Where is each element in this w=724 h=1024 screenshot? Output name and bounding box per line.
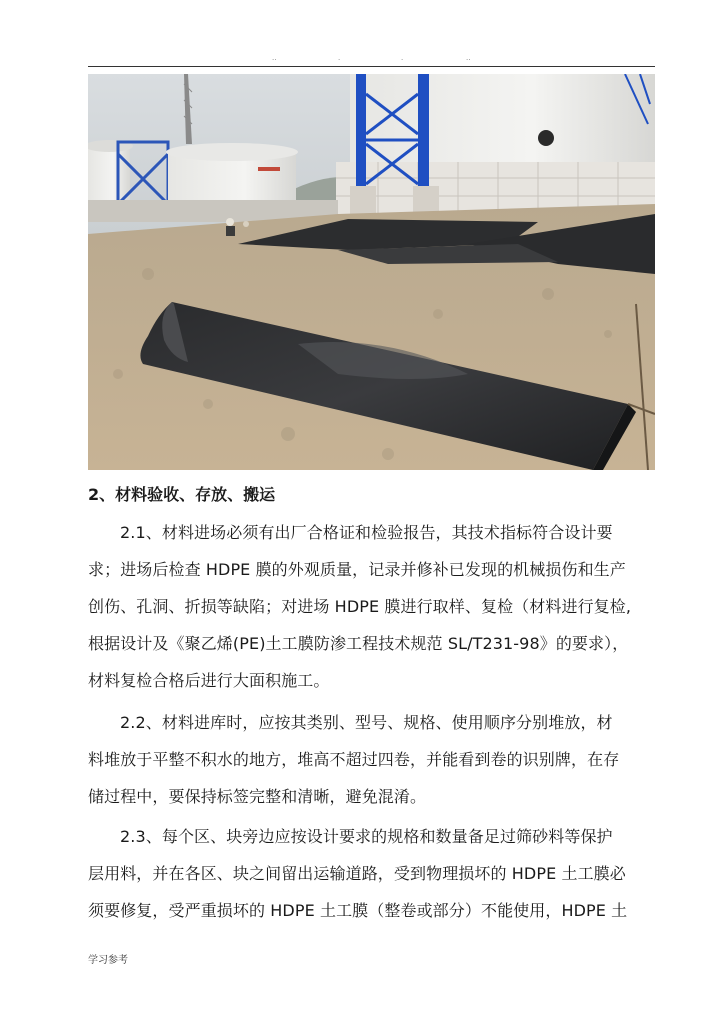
paragraph-line: 层用料，并在各区、块之间留出运输道路，受到物理损坏的 HDPE 土工膜必 [88,864,626,883]
page-footer: 学习参考 [88,955,128,966]
paragraph-line: 储过程中，要保持标签完整和清晰，避免混淆。 [88,787,427,806]
header-mark: .. [272,54,277,62]
construction-photo [88,74,655,470]
section-heading: 2、材料验收、存放、搬运 [88,485,276,504]
paragraph-line: 2.3、每个区、块旁边应按设计要求的规格和数量备足过筛砂料等保护 [120,827,613,846]
paragraph-2-1 [88,514,660,699]
paragraph-2-3 [88,818,660,929]
header-mark: . [401,54,404,62]
header-mark: . [338,54,341,62]
paragraph-line: 材料复检合格后进行大面积施工。 [88,671,330,690]
paragraph-line: 料堆放于平整不积水的地方，堆高不超过四卷，并能看到卷的识别牌，在存 [88,750,620,769]
paragraph-line: 2.2、材料进库时，应按其类别、型号、规格、使用顺序分别堆放，材 [120,713,613,732]
paragraph-line: 创伤、孔洞、折损等缺陷；对进场 HDPE 膜进行取样、复检（材料进行复检, [88,597,632,616]
header-mark: .. [466,54,471,62]
paragraph-line: 2.1、材料进场必须有出厂合格证和检验报告，其技术指标符合设计要 [120,523,613,542]
paragraph-line: 根据设计及《聚乙烯(PE)土工膜防渗工程技术规范 SL/T231-98》的要求）， [88,634,629,653]
paragraph-2-2 [88,704,660,815]
construction-photo-illustration [88,74,655,470]
paragraph-line: 求；进场后检查 HDPE 膜的外观质量，记录并修补已发现的机械损伤和生产 [88,560,626,579]
page-header-marks [88,54,655,64]
paragraph-line: 须要修复，受严重损坏的 HDPE 土工膜（整卷或部分）不能使用，HDPE 土 [88,901,628,920]
header-rule [88,66,655,67]
